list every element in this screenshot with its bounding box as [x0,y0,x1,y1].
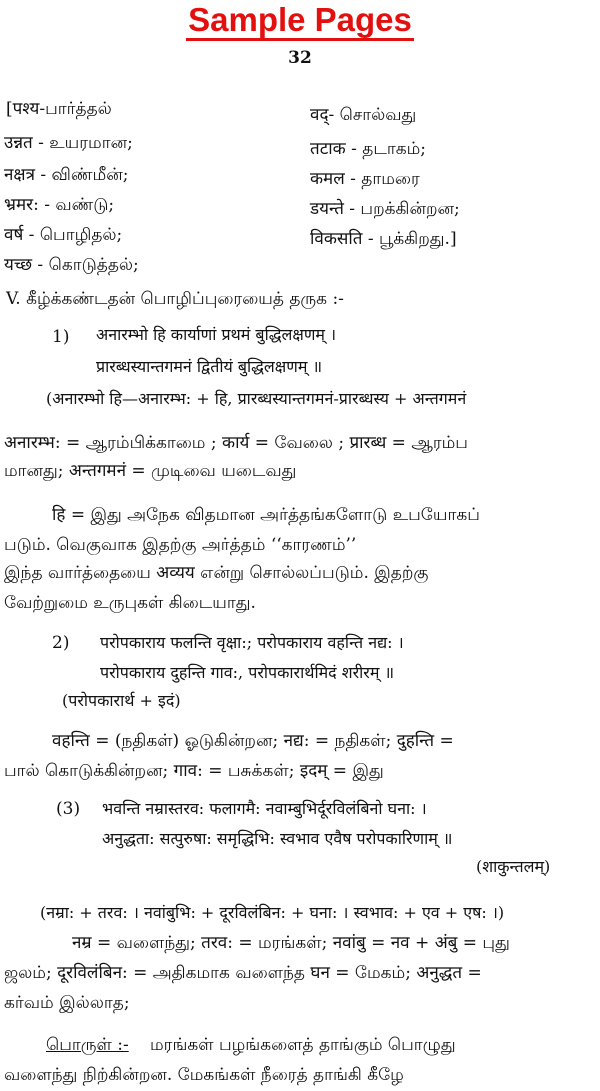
ex1-number: 1) [52,327,70,347]
ex3-translation-line1: மரங்கள் பழங்களைத் தாங்கும் பொழுது [150,1035,456,1055]
ex3-meaning-line3: கர்வம் இல்லாத; [4,993,130,1013]
ex1-note-line3: இந்த வார்த்தையை अव्यय என்று சொல்லப்படும். இதற்கு [4,563,429,583]
vocab-right-3: कमल - தாமரை [310,169,420,189]
ex1-note-line2: படும். வெகுவாக இதற்கு அர்த்தம் ‘‘காரணம்’’ [4,535,357,555]
ex1-meaning-line2: மானது; अन्तगमनं = முடிவை யடைவது [4,461,297,481]
vocab-left-6: यच्छ - கொடுத்தல்; [4,255,139,275]
ex1-note-line4: வேற்றுமை உருபுகள் கிடையாது. [4,593,256,613]
banner-text: Sample Pages [186,1,414,41]
vocab-left-2: उन्नत - உயரமான; [4,133,133,153]
ex3-number: (3) [56,799,81,819]
ex3-meaning-line2: ஜலம்; दूरविलंबिन: = அதிகமாக வளைந்த घन = மேகம்; अनुद्धत = [4,963,482,983]
ex3-source: (शाकुन्तलम्) [476,857,551,876]
ex2-number: 2) [52,633,70,653]
vocab-right-4: डयन्ते - பறக்கின்றன; [310,199,460,219]
ex3-translation-line2: வளைந்து நிற்கின்றன. மேகங்கள் நீரைத் தாங்கி கீழே [4,1065,404,1085]
ex3-verse-line1: भवन्ति नम्रास्तरव: फलागमै: नवाम्बुभिर्दूरविलंबिनो घना: । [102,799,427,818]
ex2-meaning-line2: பால் கொடுக்கின்றன; गाव: = பசுக்கள்; इदम् = இது [4,761,384,781]
vocab-left-1: [पश्य-பார்த்தல் [6,99,112,119]
ex1-note-line1: हि = இது அநேக விதமான அர்த்தங்களோடு உபயோகப் [52,505,480,525]
ex1-verse-line1: अनारम्भो हि कार्याणां प्रथमं बुद्धिलक्षणम् । [96,325,337,344]
page-number: 32 [288,48,312,68]
vocab-right-5: विकसति - பூக்கிறது.] [310,229,457,249]
vocab-right-2: तटाक - தடாகம்; [310,139,427,159]
sample-pages-banner [0,0,600,40]
vocab-left-5: वर्ष - பொழிதல்; [4,225,123,245]
ex3-meaning-line1: नम्र = வளைந்து; तरव: = மரங்கள்; नवांबु = नव + अंबु = புது [72,933,510,953]
ex3-verse-line2: अनुद्धता: सत्पुरुषा: समृद्धिभि: स्वभाव एवैष परोपकारिणाम् ॥ [102,829,453,848]
ex1-sandhi-split: (अनारम्भो हि—अनारम्भ: + हि, प्रारब्धस्यान्तगमनं-प्रारब्धस्य + अन्तगमनं [46,389,467,408]
ex3-sandhi-split: (नम्रा: + तरव: । नवांबुभि: + दूरविलंबिन: + घना: । स्वभाव: + एव + एष: ।) [40,903,505,922]
ex3-meaning-label: பொருள் :- [46,1035,129,1055]
section-v-heading: V. கீழ்க்கண்டதன் பொழிப்புரையைத் தருக :- [6,289,344,309]
vocab-left-4: भ्रमर: - வண்டு; [4,195,115,215]
ex2-sandhi-split: (परोपकारार्थ + इदं) [62,691,181,710]
ex2-meaning-line1: वहन्ति = (நதிகள்) ஓடுகின்றன; नद्य: = நதிகள்; दुहन्ति = [52,731,454,751]
ex2-verse-line1: परोपकाराय फलन्ति वृक्षा:; परोपकाराय वहन्ति नद्य: । [100,633,404,652]
vocab-right-1: वद्- சொல்வது [310,105,417,125]
vocab-left-3: नक्षत्र - விண்மீன்; [4,165,129,185]
ex2-verse-line2: परोपकाराय दुहन्ति गाव:, परोपकारार्थमिदं शरीरम् ॥ [100,663,395,682]
ex1-meaning-line1: अनारम्भ: = ஆரம்பிக்காமை ; कार्य = வேலை ; प्रारब्ध = ஆரம்ப [4,433,468,453]
ex1-verse-line2: प्रारब्धस्यान्तगमनं द्वितीयं बुद्धिलक्षणम् ॥ [96,357,323,376]
